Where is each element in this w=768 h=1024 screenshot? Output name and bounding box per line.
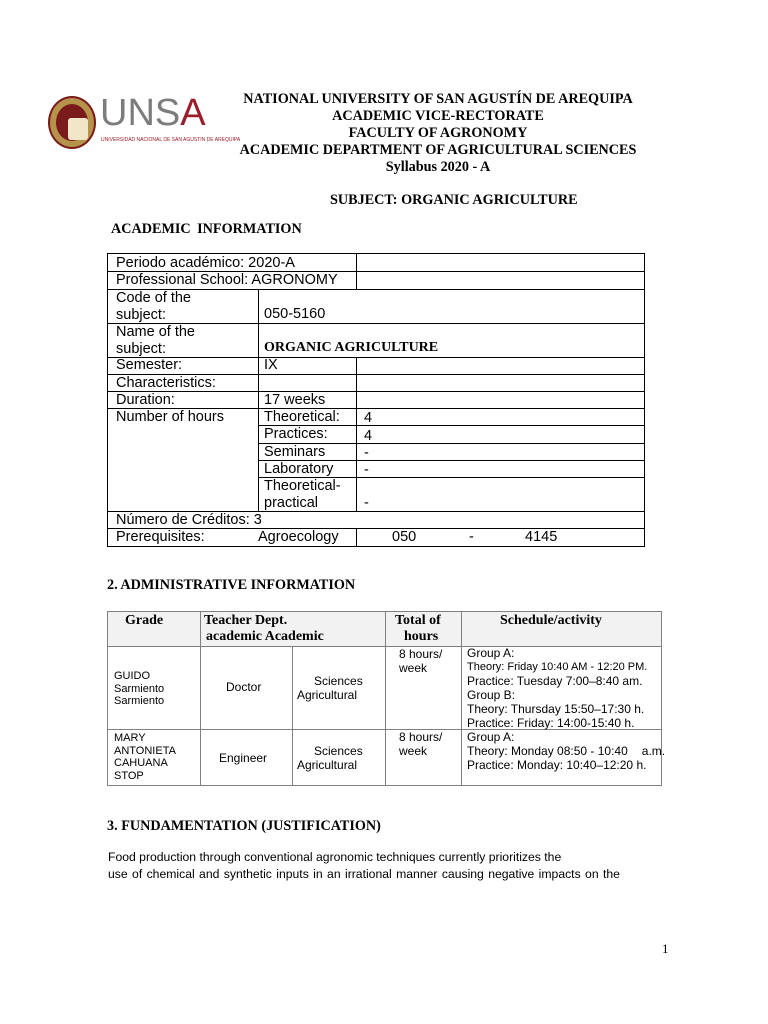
department-name: ACADEMIC DEPARTMENT OF AGRICULTURAL SCIENCES xyxy=(239,142,637,158)
prerequisite-code-1: 050 xyxy=(392,529,417,545)
header-hours: hours xyxy=(404,629,439,644)
theoretical-practical-value: - xyxy=(364,495,369,511)
seminars-label: Seminars xyxy=(264,444,326,460)
semester-value: IX xyxy=(264,357,278,373)
practices-label: Practices: xyxy=(264,426,328,442)
header-schedule: Schedule/activity xyxy=(500,613,602,628)
logo-wordmark: UNSA xyxy=(100,92,206,134)
vice-rectorate: ACADEMIC VICE-RECTORATE xyxy=(332,108,544,124)
admin-info-table xyxy=(107,611,666,786)
teacher-dept: Sciences Agricultural xyxy=(297,674,363,702)
code-value: 050-5160 xyxy=(264,306,326,322)
header-grade: Grade xyxy=(125,613,164,628)
duration-label: Duration: xyxy=(116,392,175,408)
page-number: 1 xyxy=(662,941,669,956)
university-logo xyxy=(48,92,241,152)
teacher-grade: Doctor xyxy=(226,680,262,694)
code-label: Code of the subject: xyxy=(116,290,191,323)
semester-label: Semester: xyxy=(116,357,183,373)
academic-info-heading: ACADEMIC INFORMATION xyxy=(111,221,302,237)
header-total-of: Total of xyxy=(395,613,441,628)
seminars-value: - xyxy=(364,445,369,461)
fundamentation-heading: 3. FUNDAMENTATION (JUSTIFICATION) xyxy=(107,818,381,834)
teacher-schedule: Group A: Theory: Friday 10:40 AM - 12:20 PM. Practice: Tuesday 7:00–8:40 am. Group B: Theory: Thursday 15:50–17:30 h. Practice: Friday: 14:00-15:40 h. xyxy=(467,646,648,730)
name-value: ORGANIC AGRICULTURE xyxy=(264,340,439,355)
academic-info-table xyxy=(107,253,645,547)
duration-value: 17 weeks xyxy=(264,392,326,408)
university-name: NATIONAL UNIVERSITY OF SAN AGUSTÍN DE AREQUIPA xyxy=(243,91,633,107)
fundamentation-paragraph: Food production through conventional agronomic techniques currently prioritizes the use of chemical and synthetic inputs in an irrational manner causing negative impacts on the xyxy=(108,850,620,881)
prerequisite-dash: - xyxy=(469,529,474,545)
professional-school: Professional School: AGRONOMY xyxy=(116,272,338,288)
subject-title: SUBJECT: ORGANIC AGRICULTURE xyxy=(330,192,578,208)
name-label: Name of the subject: xyxy=(116,324,195,357)
prerequisite-name: Agroecology xyxy=(258,529,339,545)
theoretical-practical-label: Theoretical- practical xyxy=(264,478,341,511)
header-teacher-dept: Teacher Dept. xyxy=(204,613,288,628)
theoretical-label: Theoretical: xyxy=(264,409,340,425)
characteristics-label: Characteristics: xyxy=(116,375,216,391)
university-seal-icon xyxy=(48,96,96,149)
practices-value: 4 xyxy=(364,428,373,444)
teacher-name: MARY ANTONIETA CAHUANA STOP xyxy=(114,732,176,782)
header-academic: academic Academic xyxy=(206,629,324,644)
prerequisite-code-2: 4145 xyxy=(525,529,558,545)
teacher-name: GUIDO Sarmiento Sarmiento xyxy=(114,670,165,707)
syllabus-label: Syllabus 2020 - A xyxy=(385,159,491,175)
periodo-academico: Periodo académico: 2020-A xyxy=(116,255,295,271)
theoretical-value: 4 xyxy=(364,410,373,426)
teacher-dept: Sciences Agricultural xyxy=(297,744,363,772)
teacher-grade: Engineer xyxy=(219,751,268,765)
laboratory-label: Laboratory xyxy=(264,461,334,477)
teacher-hours: 8 hours/ week xyxy=(399,730,443,758)
laboratory-value: - xyxy=(364,462,369,478)
teacher-hours: 8 hours/ week xyxy=(399,647,443,675)
document-header xyxy=(218,91,658,176)
admin-info-heading: 2. ADMINISTRATIVE INFORMATION xyxy=(107,577,356,593)
faculty-name: FACULTY OF AGRONOMY xyxy=(348,125,528,141)
hours-label: Number of hours xyxy=(116,409,224,425)
logo-subtitle: UNIVERSIDAD NACIONAL DE SAN AGUSTIN DE AREQUIPA xyxy=(101,137,241,143)
numero-creditos: Número de Créditos: 3 xyxy=(116,512,262,528)
prerequisites-label: Prerequisites: xyxy=(116,529,205,545)
teacher-schedule: Group A: Theory: Monday 08:50 - 10:40 a.m. Practice: Monday: 10:40–12:20 h. xyxy=(467,730,666,772)
